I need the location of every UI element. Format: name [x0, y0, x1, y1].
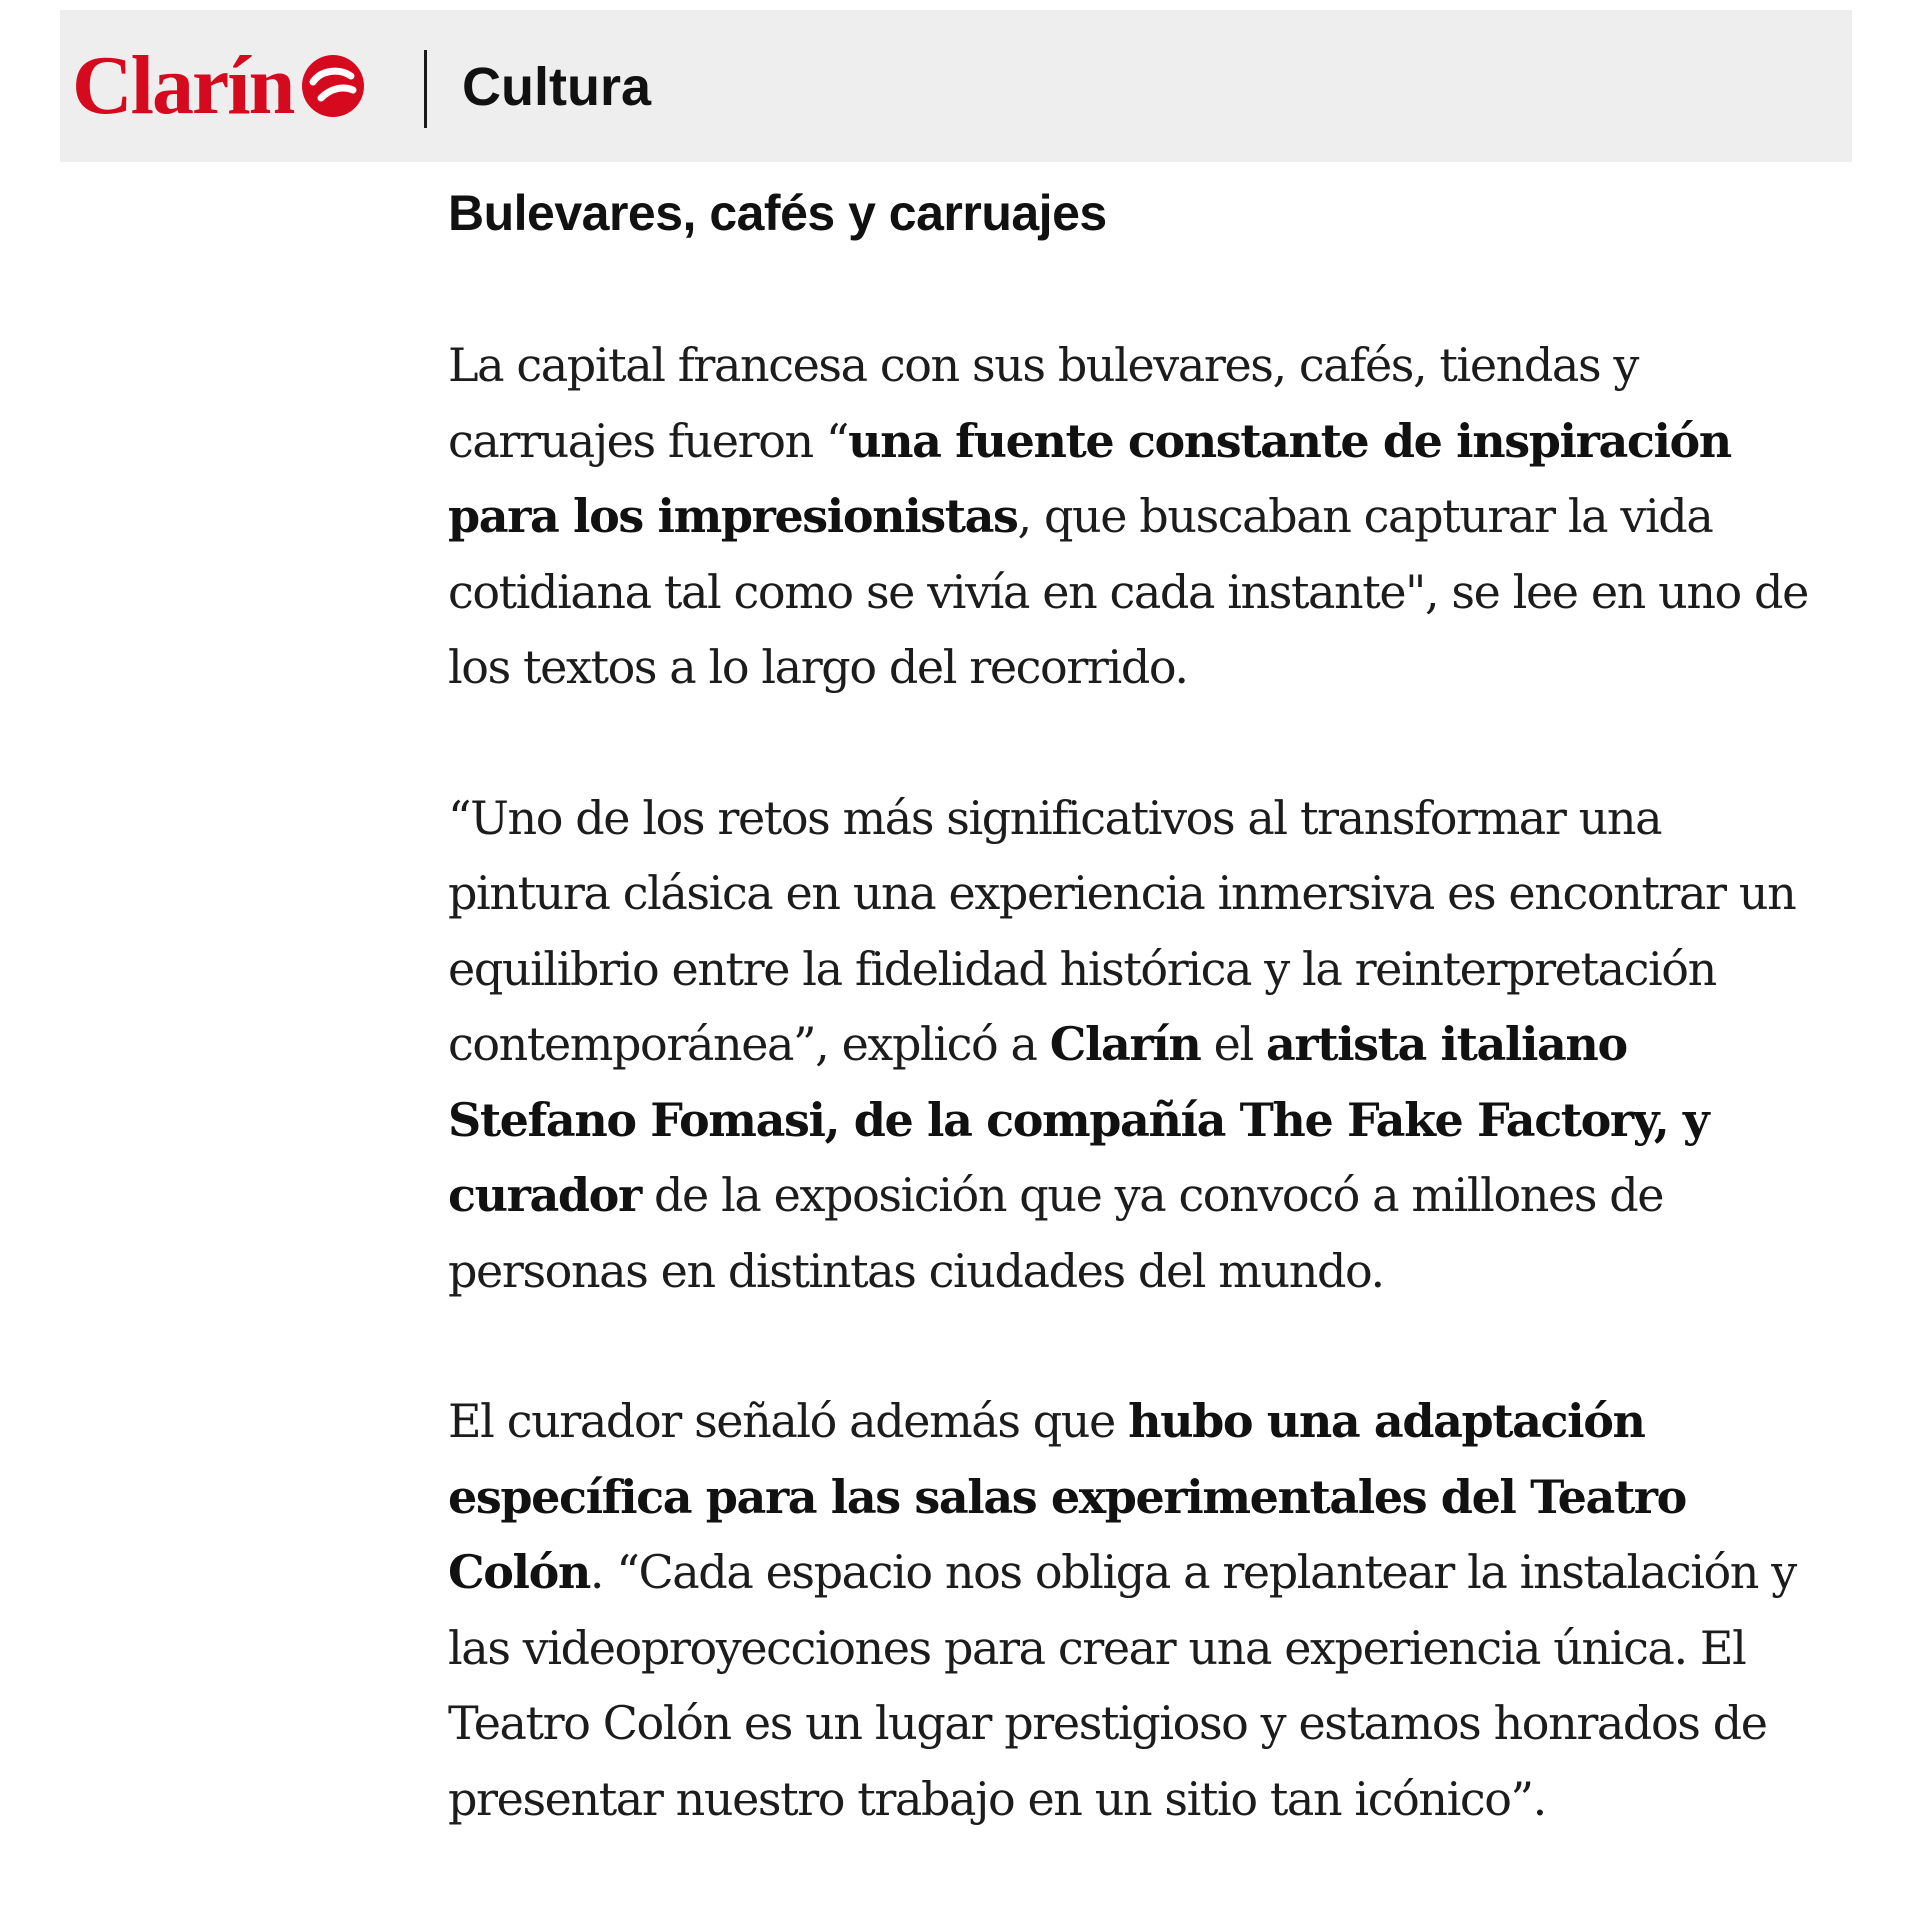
paragraph-text: , que buscaban capturar la vida cotidiana tal como se vivía en cada instante", se lee en uno de los textos a lo largo del recorrido. [448, 489, 1808, 694]
article-paragraph [448, 781, 1818, 1310]
paragraph-text: “Uno de los retos más significativos al transformar una pintura clásica en una experiencia inmersiva es encontrar un equilibrio entre la fidelidad histórica y la reinterpretación contemporánea”, explicó a [448, 790, 1796, 1071]
paragraph-bold-text: Clarín [1049, 1017, 1201, 1071]
site-header [60, 10, 1852, 162]
paragraph-bold-text: una fuente constante de inspiración para los impresionistas [448, 413, 1731, 543]
paragraph-text: El curador señaló además que [448, 1394, 1129, 1448]
article-paragraph [448, 1384, 1818, 1837]
article-subheading: Bulevares, cafés y carruajes [448, 185, 1107, 241]
paragraph-text: de la exposición que ya convocó a millones de personas en distintas ciudades del mundo. [448, 1168, 1664, 1298]
header-divider [424, 50, 427, 128]
paragraph-bold-text: hubo una adaptación específica para las salas experimentales del Teatro Colón [448, 1394, 1686, 1599]
clarin-logo-mark-icon [299, 52, 367, 120]
paragraph-text: el [1200, 1017, 1267, 1071]
article-paragraph [448, 328, 1818, 706]
section-link-cultura[interactable]: Cultura [462, 57, 651, 117]
article-body [448, 178, 1818, 1837]
paragraph-bold-text: artista italiano Stefano Fomasi, de la compañía The Fake Factory, y curador [448, 1017, 1709, 1222]
clarin-logo[interactable] [72, 36, 367, 136]
paragraph-text: La capital francesa con sus bulevares, cafés, tiendas y carruajes fueron “ [448, 338, 1638, 468]
logo-wordmark: Clarín [72, 39, 294, 132]
paragraph-text: . “Cada espacio nos obliga a replantear la instalación y las videoproyecciones para crear una experiencia única. El Teatro Colón es un lugar prestigioso y estamos honrados de presentar nuestro trabajo en un sitio tan icónico”. [448, 1545, 1796, 1826]
